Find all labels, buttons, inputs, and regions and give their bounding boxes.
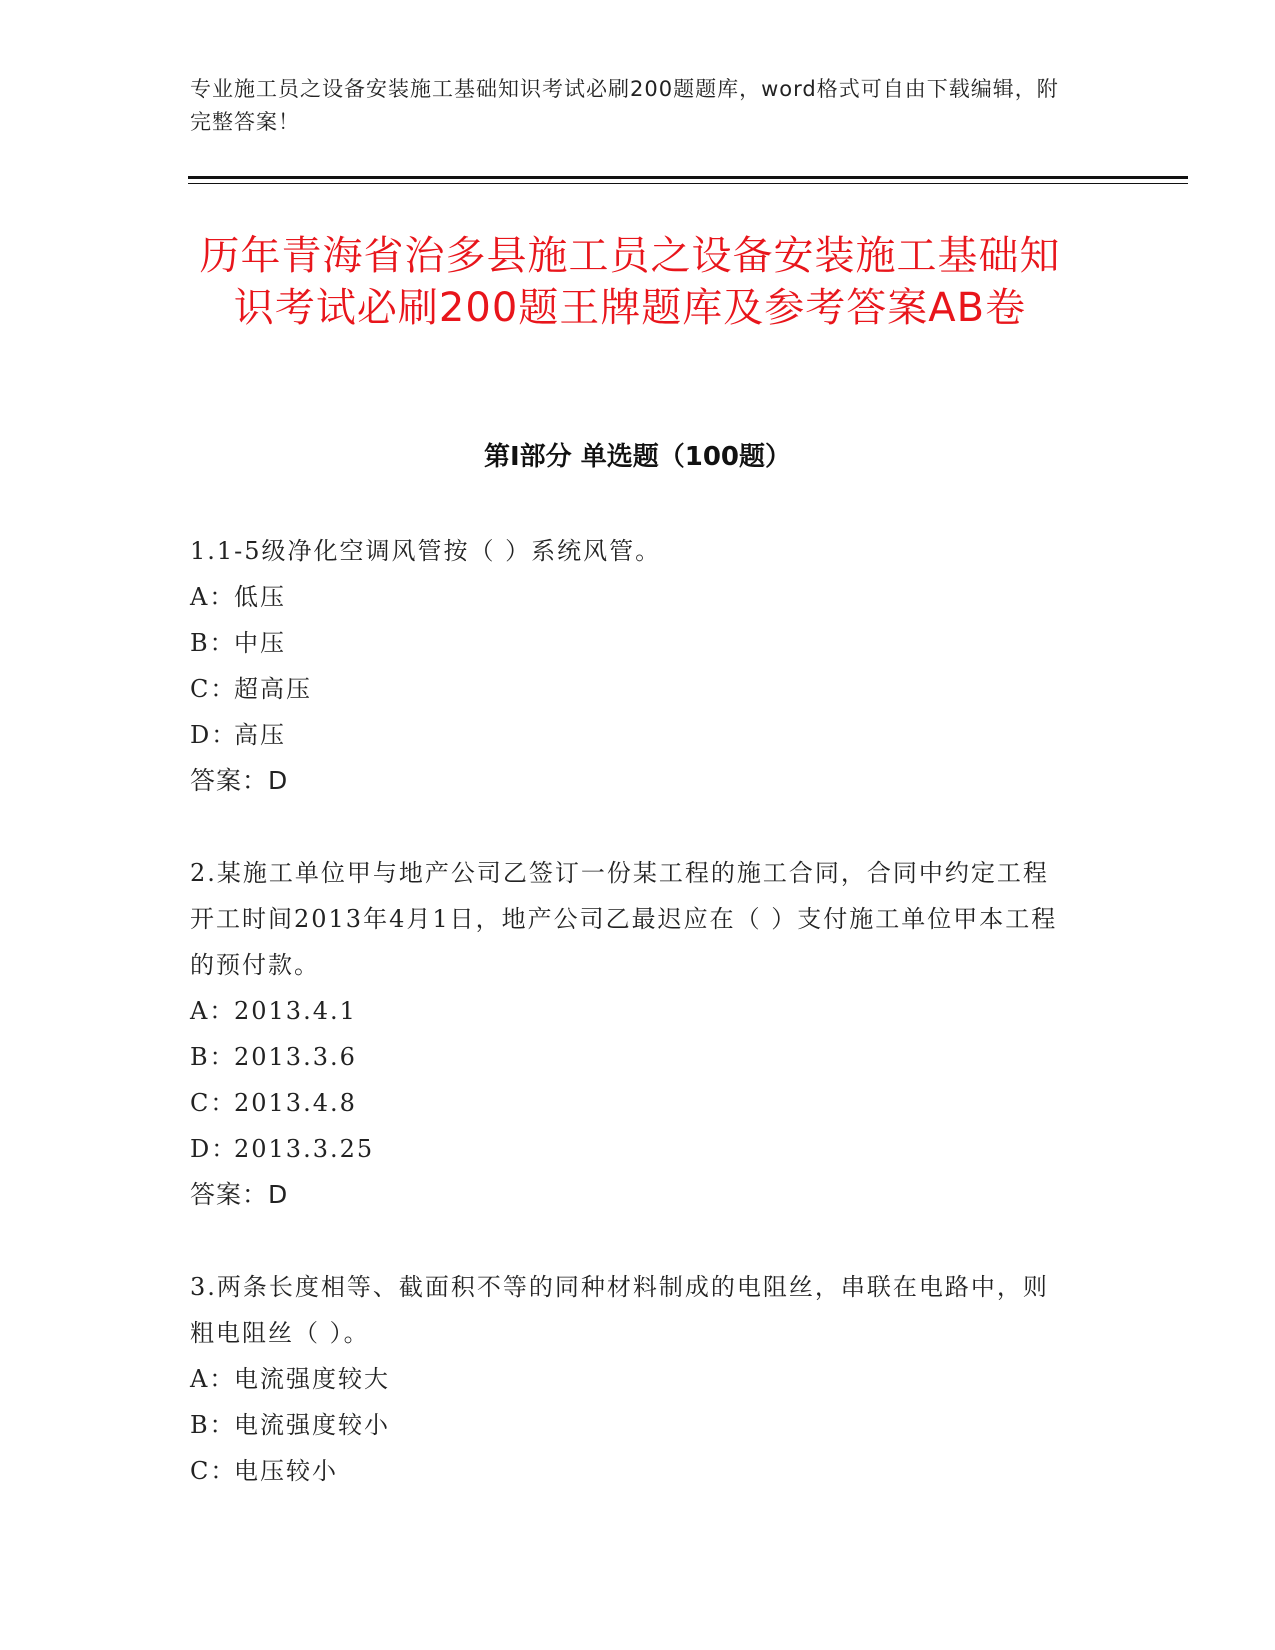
option-a xyxy=(190,988,1070,1034)
option-a xyxy=(190,574,1070,620)
option-letter: B： xyxy=(190,629,236,657)
option-text: 2013.3.6 xyxy=(234,1043,357,1071)
option-letter: C： xyxy=(190,1089,237,1117)
question-text: 1.1-5级净化空调风管按（ ）系统风管。 xyxy=(190,537,662,565)
option-text: 高压 xyxy=(234,721,286,749)
option-text: 电压较小 xyxy=(234,1457,338,1485)
option-letter: C： xyxy=(190,1457,237,1485)
option-text: 超高压 xyxy=(234,675,312,703)
option-a xyxy=(190,1356,1070,1402)
header-divider-thin xyxy=(188,183,1188,184)
option-d xyxy=(190,1126,1070,1172)
answer: 答案：D xyxy=(190,766,289,795)
option-letter: B： xyxy=(190,1411,236,1439)
option-d xyxy=(190,712,1070,758)
option-letter: A： xyxy=(190,997,236,1025)
option-c xyxy=(190,666,1070,712)
question-3 xyxy=(190,1264,1070,1494)
option-letter: C： xyxy=(190,675,237,703)
option-c xyxy=(190,1080,1070,1126)
option-letter: D： xyxy=(190,1135,238,1163)
option-c xyxy=(190,1448,1070,1494)
option-text: 中压 xyxy=(234,629,286,657)
option-text: 电流强度较小 xyxy=(234,1411,390,1439)
option-text: 2013.4.8 xyxy=(234,1089,357,1117)
header-divider-thick xyxy=(188,176,1188,179)
option-b xyxy=(190,620,1070,666)
document-title: 历年青海省治多县施工员之设备安装施工基础知识考试必刷200题王牌题库及参考答案AB卷 xyxy=(199,233,1061,331)
question-list xyxy=(190,528,1070,1540)
option-letter: A： xyxy=(190,583,236,611)
question-2 xyxy=(190,850,1070,1218)
header-note: 专业施工员之设备安装施工基础知识考试必刷200题题库，word格式可自由下载编辑，附完整答案！ xyxy=(190,77,1059,134)
question-text: 2.某施工单位甲与地产公司乙签订一份某工程的施工合同，合同中约定工程开工时间2013年4月1日，地产公司乙最迟应在（ ）支付施工单位甲本工程的预付款。 xyxy=(190,859,1058,979)
option-b xyxy=(190,1402,1070,1448)
option-letter: A： xyxy=(190,1365,236,1393)
option-text: 低压 xyxy=(234,583,286,611)
option-text: 电流强度较大 xyxy=(234,1365,390,1393)
answer: 答案：D xyxy=(190,1180,289,1209)
option-text: 2013.3.25 xyxy=(234,1135,375,1163)
option-text: 2013.4.1 xyxy=(234,997,357,1025)
option-letter: D： xyxy=(190,721,238,749)
option-letter: B： xyxy=(190,1043,236,1071)
question-text: 3.两条长度相等、截面积不等的同种材料制成的电阻丝，串联在电路中，则粗电阻丝（ ）。 xyxy=(190,1273,1049,1347)
section-title: 第Ⅰ部分 单选题（100题） xyxy=(484,442,791,472)
question-1 xyxy=(190,528,1070,804)
option-b xyxy=(190,1034,1070,1080)
